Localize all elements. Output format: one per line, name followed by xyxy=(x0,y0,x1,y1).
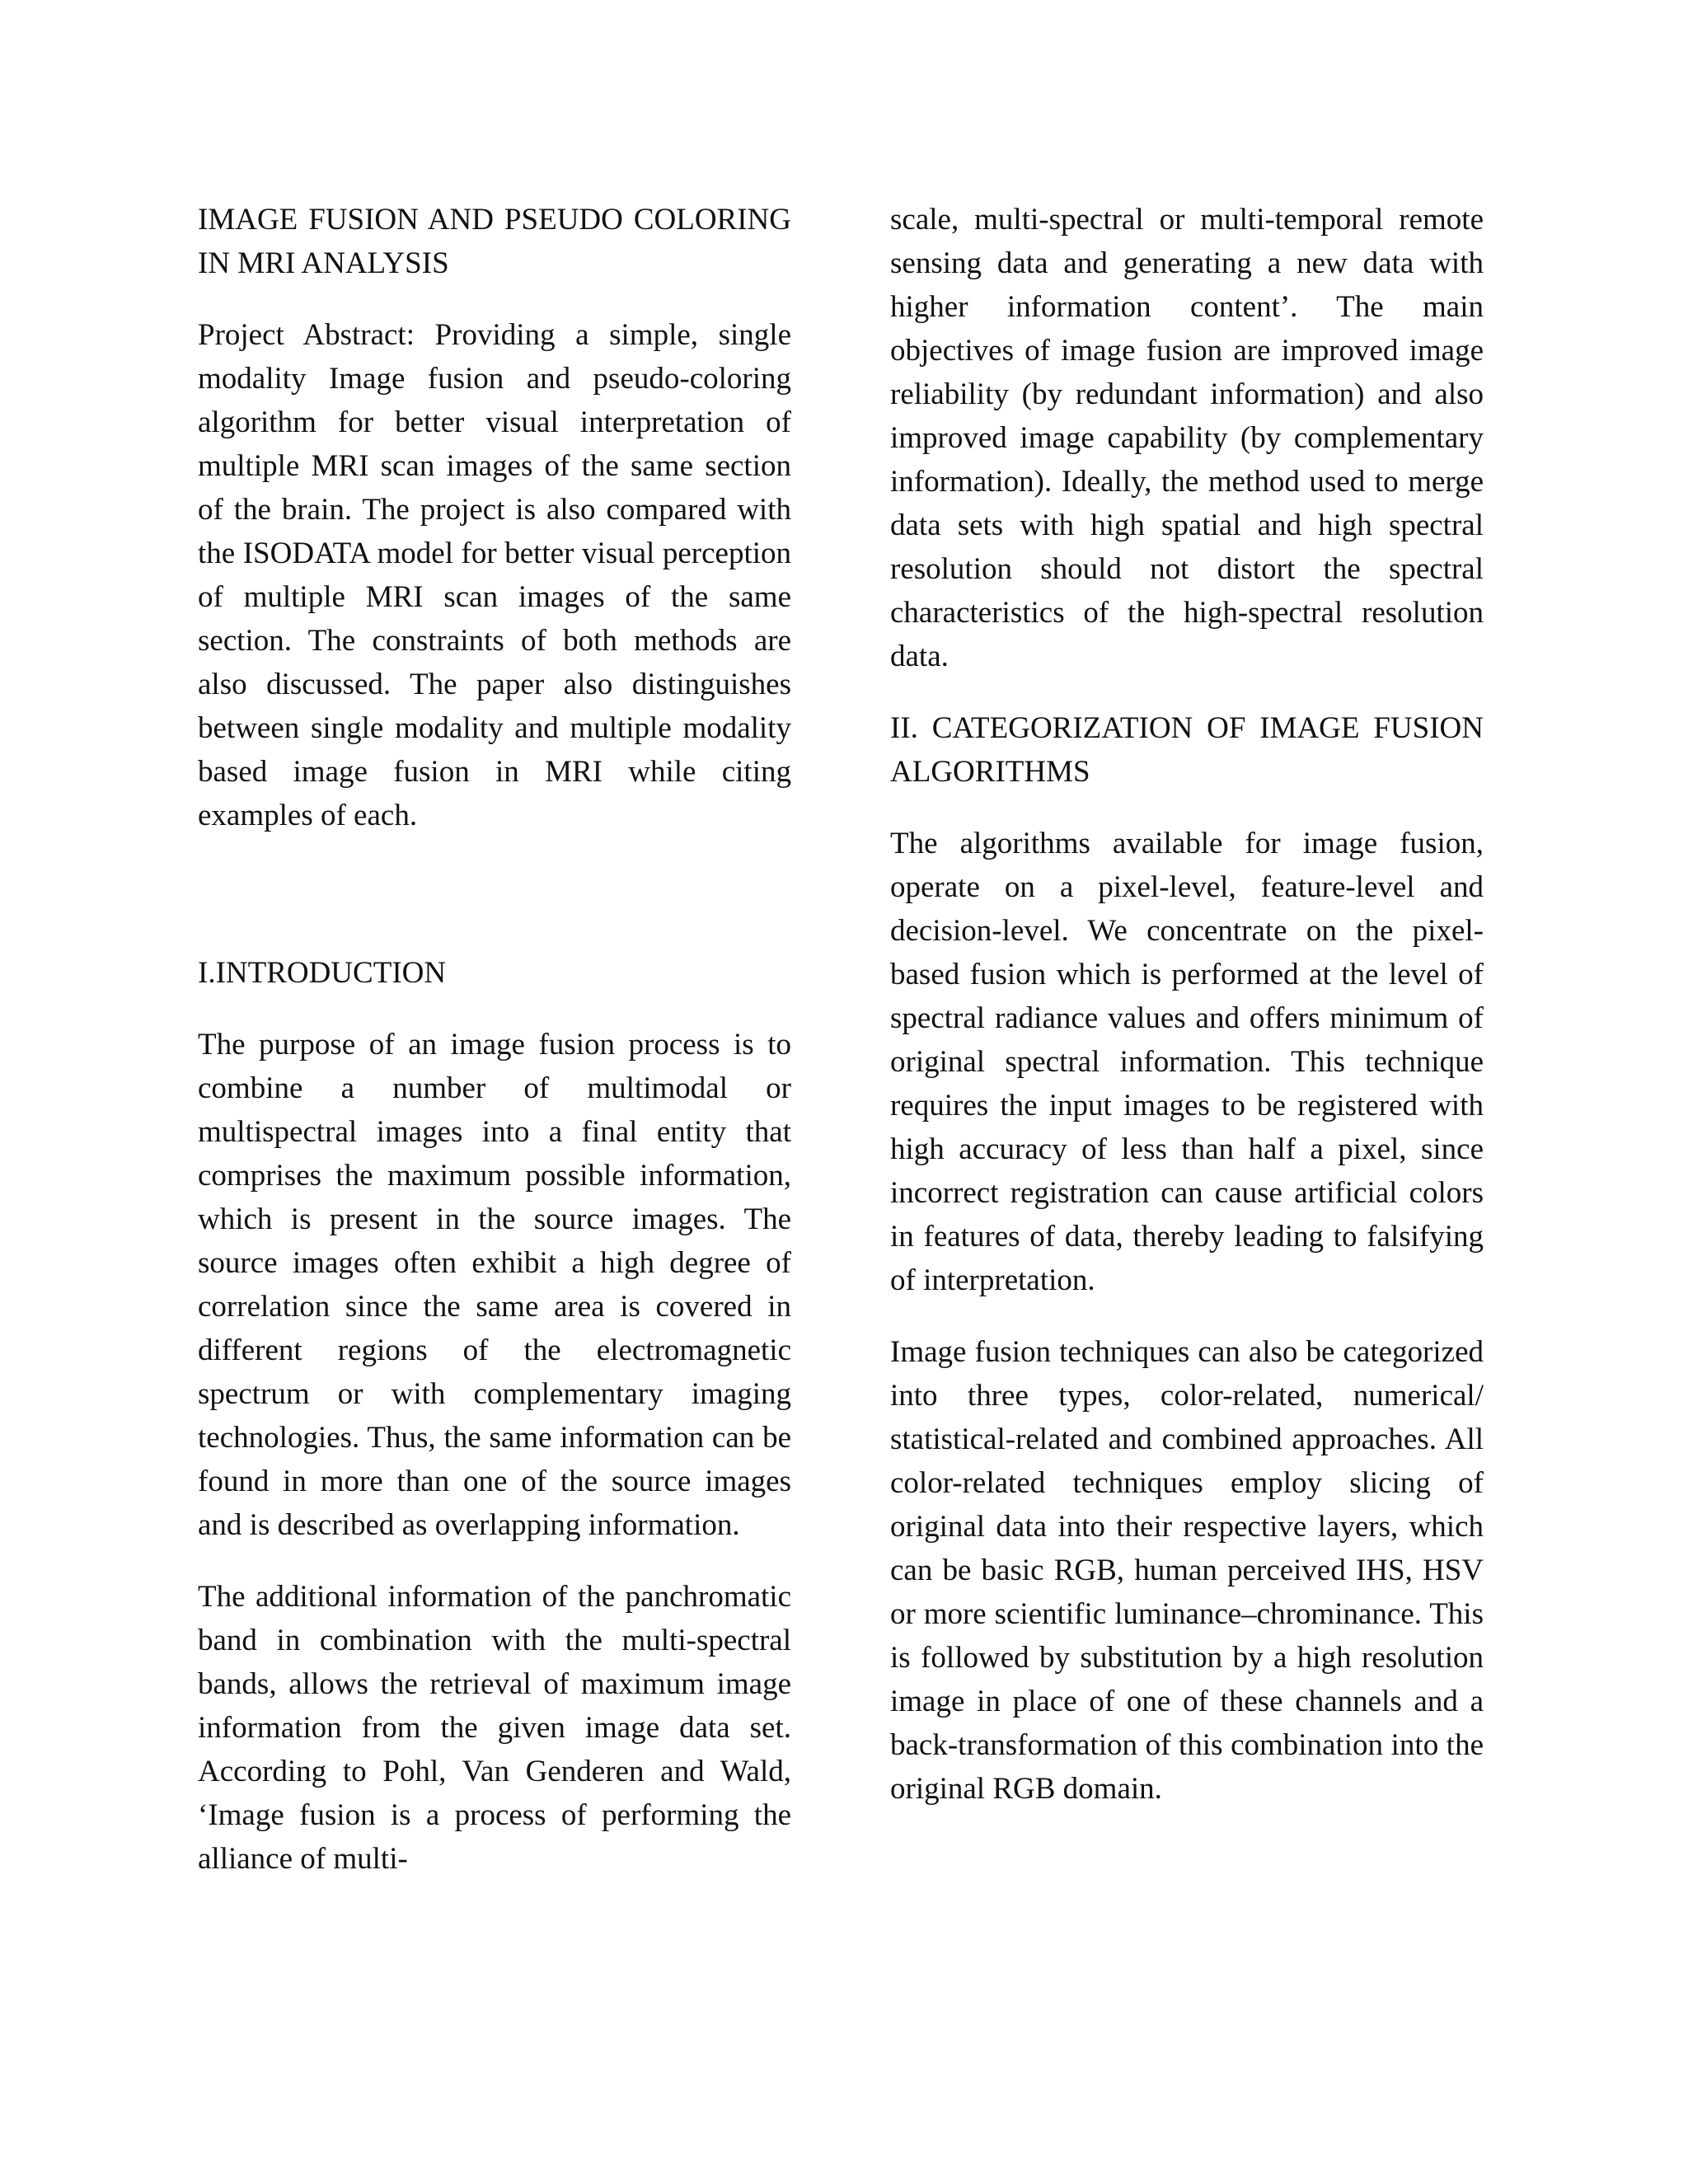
introduction-heading: I.INTRODUCTION xyxy=(198,956,447,990)
introduction-paragraph-2: The additional information of the panchromatic band in combination with the multi-spectral bands, allows the retrieval of maximum image information from the given image data set. According to Pohl, Van Genderen and Wald, ‘Image fusion is a process of performing the alliance of multi- xyxy=(198,1580,791,1876)
right-column xyxy=(890,198,1484,1839)
abstract-paragraph: Project Abstract: Providing a simple, single modality Image fusion and pseudo-coloring algorithm for better visual interpretation of multiple MRI scan images of the same section of the brain. The project is also compared with the ISODATA model for better visual perception of multiple MRI scan images of the same section. The constraints of both methods are also discussed. The paper also distinguishes between single modality and multiple modality based image fusion in MRI while citing examples of each. xyxy=(198,318,791,832)
section-2-heading: II. CATEGORIZATION OF IMAGE FUSION ALGORITHMS xyxy=(890,711,1484,789)
introduction-paragraph-2-continued: scale, multi-spectral or multi-temporal remote sensing data and generating a new data with higher information content’. The main objectives of image fusion are improved image reliability (by redundant information) and also improved image capability (by complementary information). Ideally, the method used to merge data sets with high spatial and high spectral resolution should not distort the spectral characteristics of the high-spectral resolution data. xyxy=(890,203,1484,673)
left-column xyxy=(198,198,791,1909)
section-spacer xyxy=(198,865,791,951)
paper-title: IMAGE FUSION AND PSEUDO COLORING IN MRI ANALYSIS xyxy=(198,203,791,280)
introduction-paragraph-1: The purpose of an image fusion process is to combine a number of multimodal or multispectral images into a final entity that comprises the maximum possible information, which is present in the source images. The source images often exhibit a high degree of correlation since the same area is covered in different regions of the electromagnetic spectrum or with complementary imaging technologies. Thus, the same information can be found in more than one of the source images and is described as overlapping information. xyxy=(198,1028,791,1542)
section-2-paragraph-1: The algorithms available for image fusion, operate on a pixel-level, feature-level and decision-level. We concentrate on the pixel-based fusion which is performed at the level of spectral radiance values and offers minimum of original spectral information. This technique requires the input images to be registered with high accuracy of less than half a pixel, since incorrect registration can cause artificial colors in features of data, thereby leading to falsifying of interpretation. xyxy=(890,827,1484,1297)
section-2-paragraph-2: Image fusion techniques can also be categorized into three types, color-related, numerical/ statistical-related and combined approaches. All color-related techniques employ slicing of original data into their respective layers, which can be basic RGB, human perceived IHS, HSV or more scientific luminance–chrominance. This is followed by substitution by a high resolution image in place of one of these channels and a back-transformation of this combination into the original RGB domain. xyxy=(890,1335,1484,1806)
